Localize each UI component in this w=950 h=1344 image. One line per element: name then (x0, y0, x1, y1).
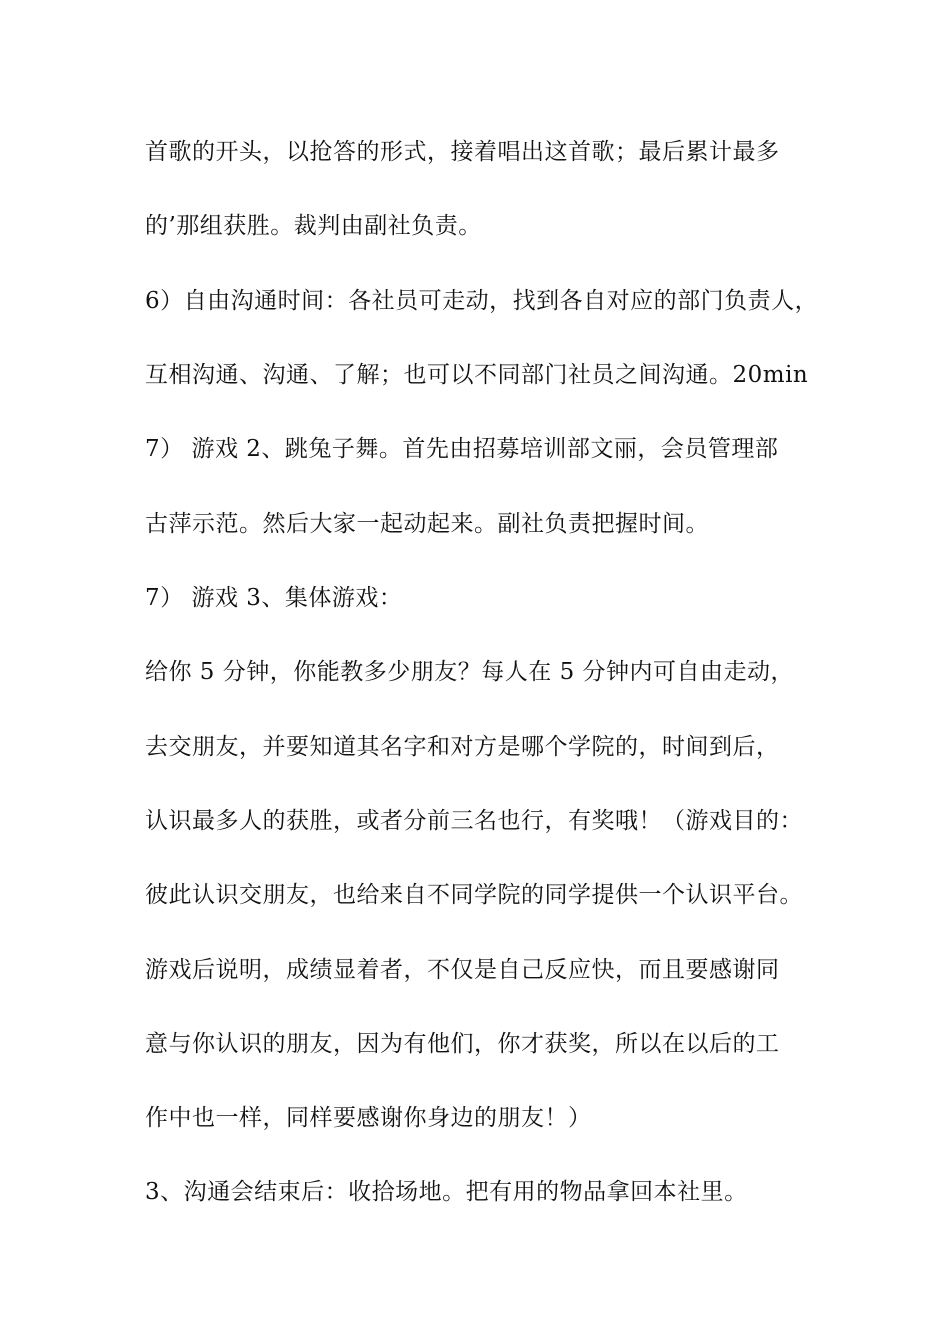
text-line: 的’那组获胜。裁判由副社负责。 (145, 213, 482, 239)
text-line: 首歌的开头，以抢答的形式，接着唱出这首歌；最后累计最多 (145, 139, 780, 165)
text-line: 7） 游戏 3、集体游戏： (145, 585, 403, 611)
text-line: 意与你认识的朋友，因为有他们，你才获奖，所以在以后的工 (145, 1031, 780, 1057)
text-line: 游戏后说明，成绩显着者，不仅是自己反应快，而且要感谢同 (145, 957, 780, 983)
text-line: 去交朋友，并要知道其名字和对方是哪个学院的，时间到后， (145, 734, 780, 760)
text-line: 6）自由沟通时间：各社员可走动，找到各自对应的部门负责人， (145, 288, 819, 314)
text-line: 3、沟通会结束后：收拾场地。把有用的物品拿回本社里。 (145, 1179, 748, 1205)
text-line: 互相沟通、沟通、了解；也可以不同部门社员之间沟通。20min (145, 362, 809, 388)
text-line: 7） 游戏 2、跳兔子舞。首先由招募培训部文丽，会员管理部 (145, 436, 779, 462)
text-line: 认识最多人的获胜，或者分前三名也行，有奖哦！（游戏目的： (145, 808, 803, 834)
text-line: 给你 5 分钟，你能教多少朋友？每人在 5 分钟内可自由走动， (145, 659, 795, 685)
text-line: 彼此认识交朋友，也给来自不同学院的同学提供一个认识平台。 (145, 882, 803, 908)
text-line: 作中也一样，同样要感谢你身边的朋友！） (145, 1105, 592, 1131)
text-line: 古萍示范。然后大家一起动起来。副社负责把握时间。 (145, 511, 709, 537)
